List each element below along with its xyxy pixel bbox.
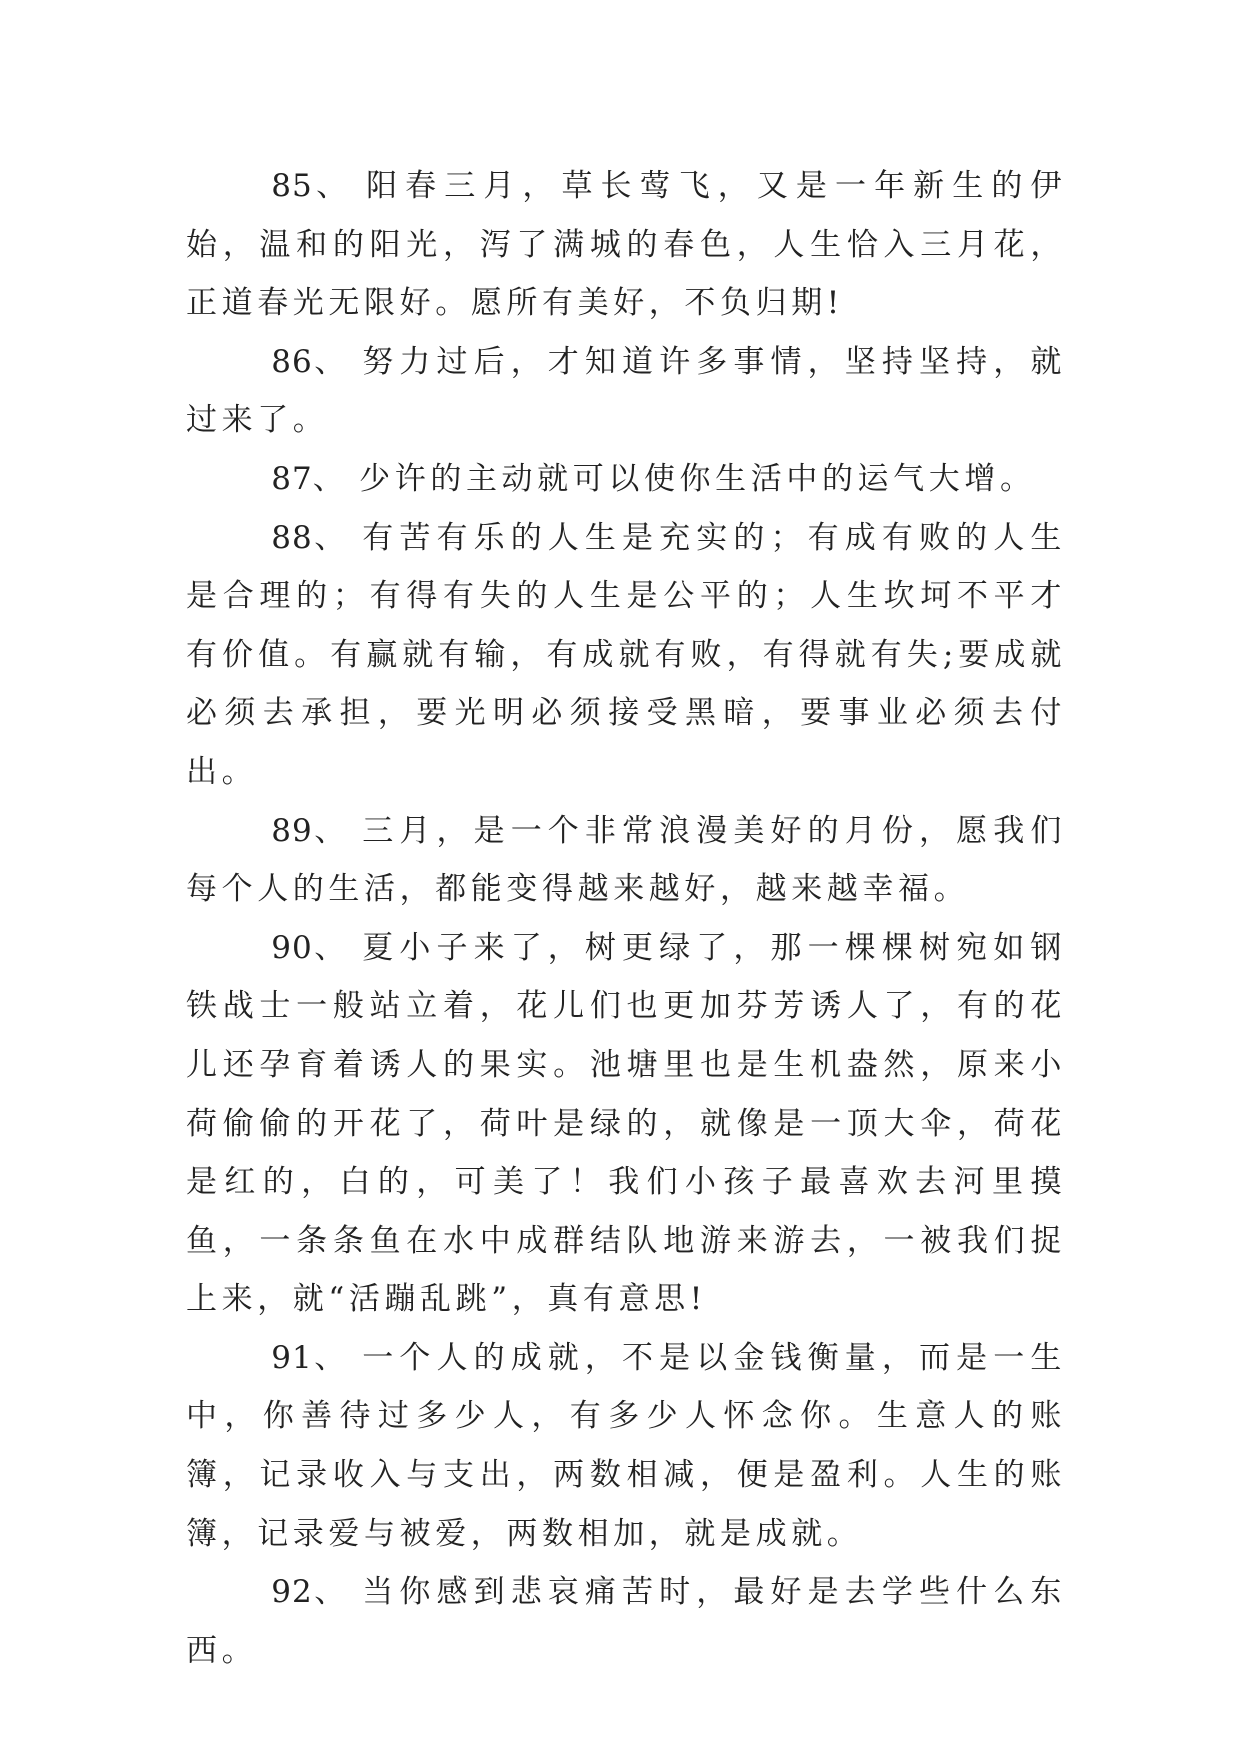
entry-number: 85 — [271, 168, 313, 204]
quote-entry-91 — [186, 1329, 1066, 1563]
quote-entry-88 — [186, 509, 1066, 802]
entry-number: 91 — [271, 1339, 313, 1376]
entry-separator: 、 — [312, 460, 349, 497]
entry-number: 86 — [271, 343, 313, 380]
quote-entry-85 — [186, 157, 1066, 333]
entry-separator: 、 — [312, 168, 356, 204]
entry-text: 努力过后，才知道许多事情，坚持坚持，就过来了。 — [186, 343, 1066, 439]
entry-text: 三月，是一个非常浪漫美好的月份，愿我们每个人的生活，都能变得越来越好，越来越幸福。 — [186, 812, 1066, 908]
entry-separator: 、 — [312, 519, 352, 556]
quote-entry-89 — [186, 802, 1066, 919]
entry-text: 夏小子来了，树更绿了，那一棵棵树宛如钢铁战士一般站立着，花儿们也更加芬芳诱人了，有的花儿还孕育着诱人的果实。池塘里也是生机盎然，原来小荷偷偷的开花了，荷叶是绿的，就像是一顶大伞，荷花是红的，白的，可美了！我们小孩子最喜欢去河里摸鱼，一条条鱼在水中成群结队地游来游去，一被我们捉上来，就“活蹦乱跳”，真有意思! — [186, 929, 1066, 1318]
entry-number: 89 — [271, 812, 313, 849]
entry-text: 少许的主动就可以使你生活中的运气大增。 — [359, 460, 1036, 497]
entry-number: 92 — [271, 1574, 313, 1611]
entry-separator: 、 — [312, 1574, 352, 1611]
quote-entry-92 — [186, 1563, 1066, 1680]
entry-number: 87 — [271, 460, 313, 497]
entry-text: 一个人的成就，不是以金钱衡量，而是一生中，你善待过多少人，有多少人怀念你。生意人的账簿，记录收入与支出，两数相减，便是盈利。人生的账簿，记录爱与被爱，两数相加，就是成就。 — [186, 1339, 1066, 1552]
entry-text: 有苦有乐的人生是充实的；有成有败的人生是合理的；有得有失的人生是公平的；人生坎坷不平才有价值。有赢就有输，有成就有败，有得就有失;要成就必须去承担，要光明必须接受黑暗，要事业必须去付出。 — [186, 519, 1066, 790]
entry-text: 当你感到悲哀痛苦时，最好是去学些什么东西。 — [186, 1574, 1066, 1669]
entry-separator: 、 — [312, 343, 352, 380]
entry-number: 88 — [271, 519, 313, 556]
quote-entry-90 — [186, 919, 1066, 1329]
quote-entry-87 — [186, 450, 1066, 509]
entry-number: 90 — [271, 929, 313, 966]
entry-text: 阳春三月，草长莺飞，又是一年新生的伊始，温和的阳光，泻了满城的春色，人生恰入三月花，正道春光无限好。愿所有美好，不负归期! — [186, 168, 1066, 322]
quote-list — [186, 157, 1066, 1680]
entry-separator: 、 — [312, 1339, 352, 1376]
entry-separator: 、 — [312, 929, 352, 966]
quote-entry-86 — [186, 333, 1066, 450]
entry-separator: 、 — [312, 812, 352, 849]
